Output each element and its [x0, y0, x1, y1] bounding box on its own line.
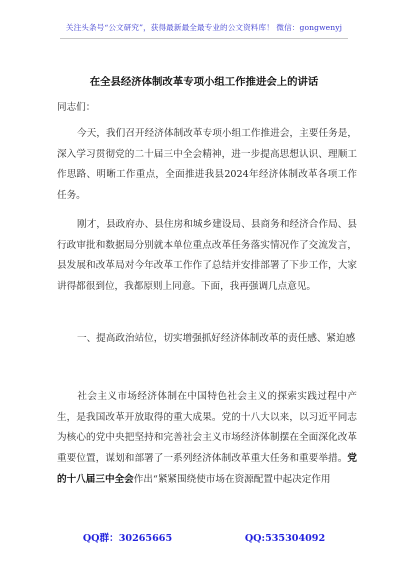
paragraph: [57, 124, 357, 207]
paragraph: [57, 387, 357, 491]
header-divider: [60, 38, 348, 39]
bold-phrase: 党的十八届三中全会: [57, 453, 357, 485]
paragraph-text: 社会主义市场经济体制在中国特色社会主义的探索实践过程中产生，是我国改革开放取得的重大成果。党的十八大以来，以习近平同志为核心的党中央把坚持和完善社会主义市场经济体制摆在全面深化改革重要位置，谋划和部署了一系列经济体制改革重大任务和重要举措。: [57, 391, 357, 465]
paragraph-text: 刚才，县政府办、县住房和城乡建设局、县商务和经济合作局、县行政审批和数据局分别就本单位重点改革任务落实情况作了交流发言，县发展和改革局对今年改革工作作了总结并安排部署了下步工作，大家讲得都很到位，我都原则上同意。下面，我再强调几点意见。: [57, 219, 357, 293]
section-heading-text: 一、提高政治站位，切实增强抓好经济体制改革的责任感、紧迫感: [77, 333, 356, 344]
footer-banner: [0, 530, 408, 544]
section-heading: [57, 329, 357, 350]
paragraph-text: 今天，我们召开经济体制改革专项小组工作推进会，主要任务是，深入学习贯彻党的二十届三中全会精神，进一步提高思想认识、理顺工作思路、明晰工作重点，全面推进我县2024年经济体制改革各项工作任务。: [57, 128, 357, 202]
paragraph-text-tail: 作出“紧紧围绕使市场在资源配置中起决定作用: [133, 473, 331, 485]
header-banner: 关注头条号“公文研究”，获得最新最全最专业的公文资料库！ 微信：gongwenyj: [65, 23, 343, 32]
document-title: 在全县经济体制改革专项小组工作推进会上的讲话: [89, 76, 319, 88]
footer-qq: QQ:535304092: [244, 533, 326, 544]
footer-qq-group: QQ群：30265665: [82, 533, 173, 544]
paragraph: [57, 215, 357, 298]
salutation: 同志们：: [57, 102, 96, 113]
